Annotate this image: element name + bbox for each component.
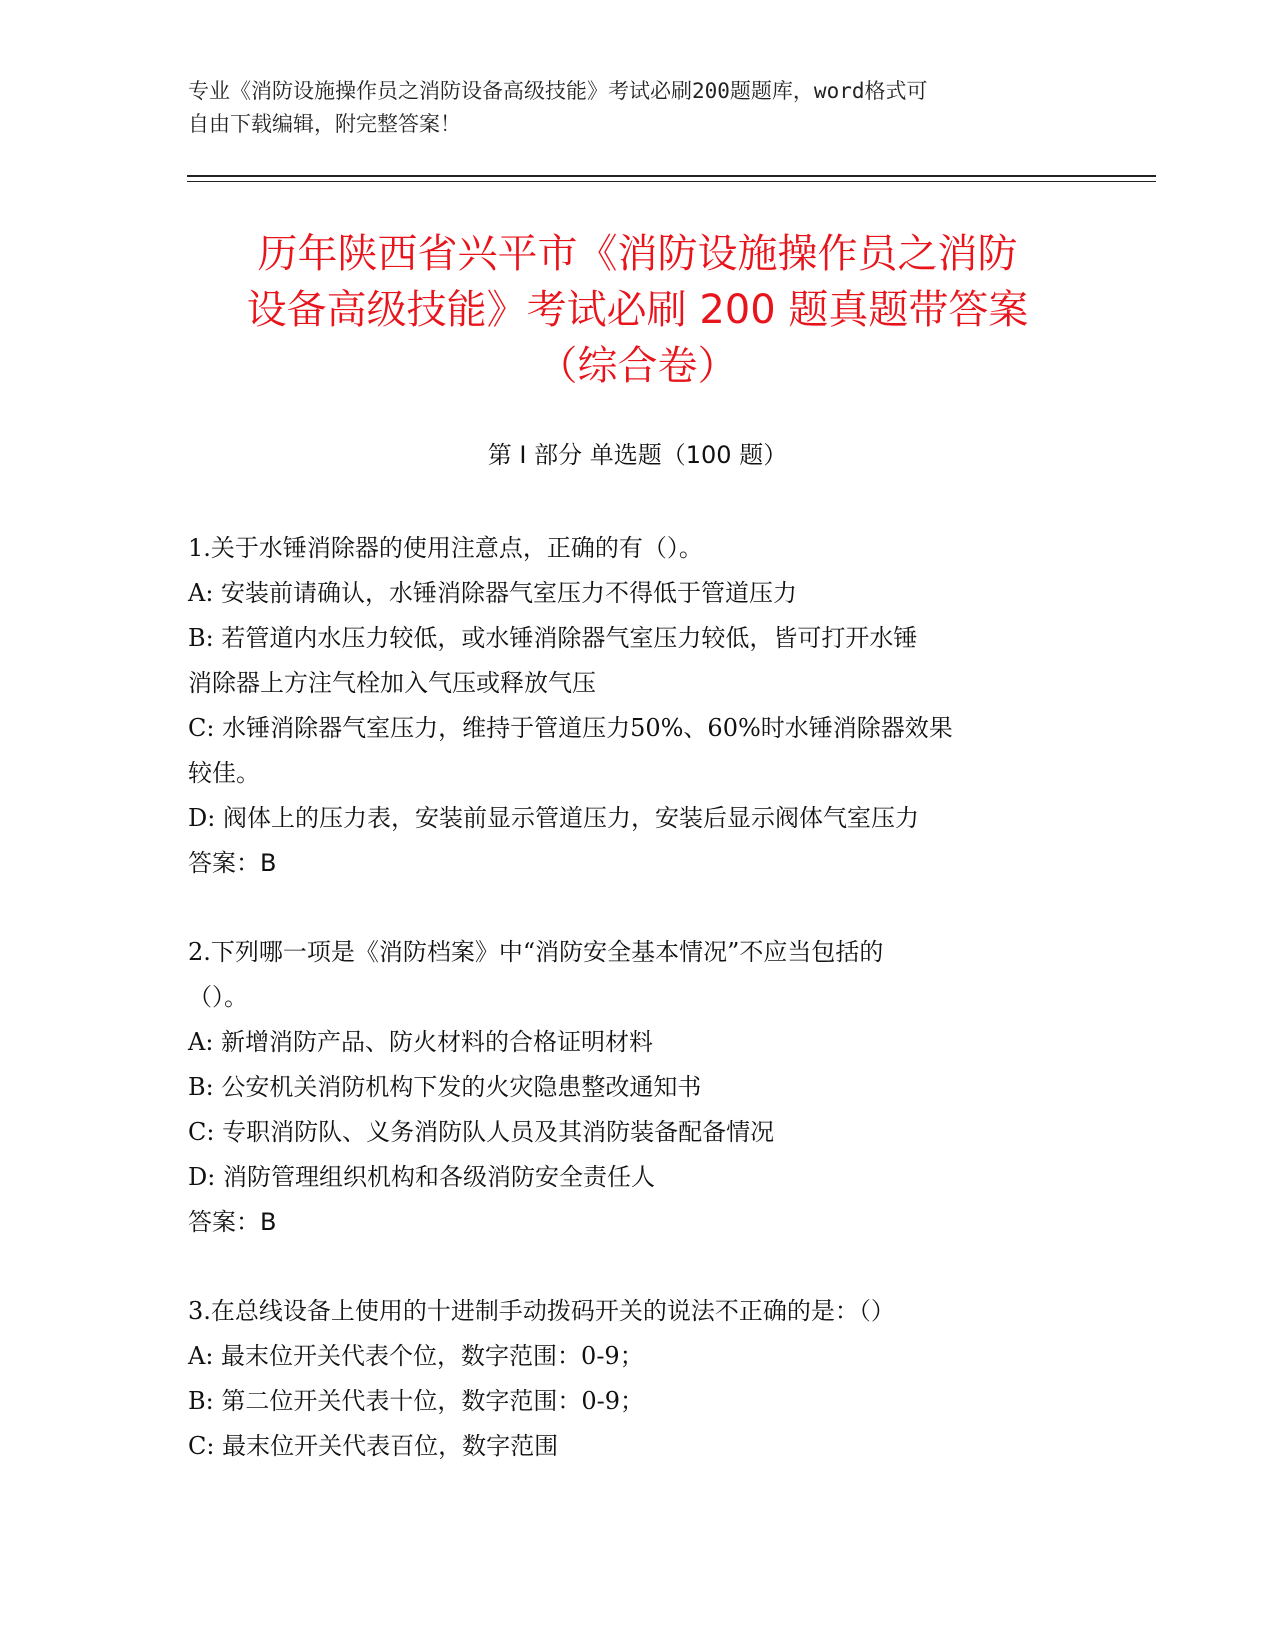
option-d-line: D: 阀体上的压力表，安装前显示管道压力，安装后显示阀体气室压力 <box>188 804 919 832</box>
option-b-line: 消除器上方注气栓加入气压或释放气压 <box>188 669 596 697</box>
question-stem-line: 1.关于水锤消除器的使用注意点，正确的有（）。 <box>188 534 703 562</box>
option-d-line: D: 消防管理组织机构和各级消防安全责任人 <box>188 1163 655 1191</box>
question-2 <box>188 930 1088 1245</box>
document-title-line-2: 设备高级技能》考试必刷 200 题真题带答案 <box>246 287 1029 333</box>
question-stem-line: （）。 <box>188 983 248 1011</box>
document-title <box>150 226 1125 394</box>
header-divider-thin <box>187 181 1156 182</box>
option-c-line: C: 专职消防队、义务消防队人员及其消防装备配备情况 <box>188 1118 775 1146</box>
option-c-line: 较佳。 <box>188 759 260 787</box>
option-a-line: A: 安装前请确认，水锤消除器气室压力不得低于管道压力 <box>188 579 798 607</box>
option-b-line: B: 若管道内水压力较低，或水锤消除器气室压力较低，皆可打开水锤 <box>188 624 918 652</box>
answer-text: 答案：B <box>188 849 277 877</box>
header-note-line-2: 自由下载编辑，附完整答案！ <box>188 112 461 136</box>
question-1 <box>188 526 1088 886</box>
option-b-line: B: 公安机关消防机构下发的火灾隐患整改通知书 <box>188 1073 702 1101</box>
header-divider-thick <box>187 175 1156 177</box>
option-a-line: A: 最末位开关代表个位，数字范围：0-9； <box>188 1342 644 1370</box>
option-c-line: C: 水锤消除器气室压力，维持于管道压力50%、60%时水锤消除器效果 <box>188 714 953 742</box>
section-title: 第 I 部分 单选题（100 题） <box>487 441 788 469</box>
option-a-line: A: 新增消防产品、防火材料的合格证明材料 <box>188 1028 654 1056</box>
header-note <box>188 75 1088 141</box>
question-list <box>188 526 1088 1513</box>
question-stem-line: 3.在总线设备上使用的十进制手动拨码开关的说法不正确的是：（） <box>188 1297 895 1325</box>
document-title-line-3: （综合卷） <box>537 343 738 389</box>
header-note-line-1: 专业《消防设施操作员之消防设备高级技能》考试必刷200题题库，word格式可 <box>188 79 928 103</box>
question-3 <box>188 1289 1088 1469</box>
question-stem-line: 2.下列哪一项是《消防档案》中“消防安全基本情况”不应当包括的 <box>188 938 884 966</box>
document-title-line-1: 历年陕西省兴平市《消防设施操作员之消防 <box>257 231 1018 277</box>
option-b-line: B: 第二位开关代表十位，数字范围：0-9； <box>188 1387 644 1415</box>
answer-text: 答案：B <box>188 1208 277 1236</box>
option-c-line: C: 最末位开关代表百位，数字范围 <box>188 1432 559 1460</box>
